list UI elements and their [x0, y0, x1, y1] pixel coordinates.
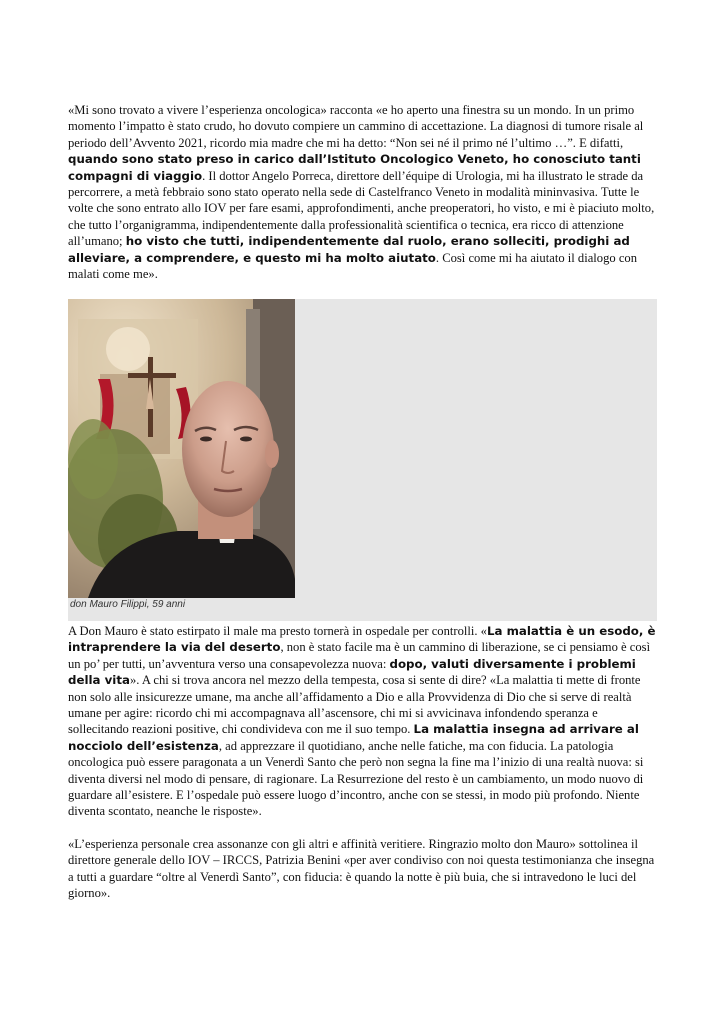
text-run: A Don Mauro è stato estirpato il male ma presto tornerà in ospedale per controlli. « — [68, 624, 487, 638]
text-run: . Il dottor Angelo Porreca, direttore dell’équipe di Urologia, mi ha illustrato le strade da percorrere, a metà febbraio sono stato operato nella sede di Castelfranco Veneto in modalità mininvasiva. Tutte le volte che sono entrato allo IOV per fare esami, approfondimenti, anche preoperatori, ho visto, e mi è piaciuto molto, che tutto l’organigramma, indipendentemente dalla professionalità scientifica o tecnica, era ricco di attenzione all’umano; — [68, 168, 655, 249]
bold-text: dopo, valuti diversamente i problemi della vita — [68, 656, 636, 688]
bold-text: ho visto che tutti, indipendentemente dal ruolo, erano solleciti, prodighi ad alleviare, a comprendere, e questo mi ha molto aiutato — [68, 234, 630, 265]
photo-figure — [68, 299, 657, 621]
paragraph-intro — [68, 102, 660, 282]
text-run: «Mi sono trovato a vivere l’esperienza oncologica» racconta «e ho aperto una finestra su un mondo. In un primo momento l’impatto è stato crudo, ho dovuto compiere un cammino di accettazione. La diagnosi di tumore risale al periodo dell’Avvento 2021, ricordo mia madre che mi ha detto: “Non sei né il primo né l’ultimo …”. E difatti, — [68, 103, 644, 150]
bold-text: La malattia insegna ad arrivare al nocciolo dell’esistenza — [68, 722, 639, 753]
portrait-photo — [68, 299, 295, 598]
bold-text: La malattia è un esodo, è intraprendere la via del deserto — [68, 624, 656, 655]
text-run: , ad apprezzare il quotidiano, anche nelle fatiche, ma con fiducia. La patologia oncologica può essere paragonata a un Venerdì Santo che però non segna la fine ma l’inizio di una realtà nuova: si diventa diversi nel modo di pensare, di ragionare. La Resurrezione del resto è un cambiamento, un modo nuovo di guardare all’esistere. E l’ospedale può essere luogo d’incontro, anche con se stessi, in modo più profondo. Niente diventa scontato, neanche le risposte». — [68, 738, 644, 819]
paragraph-closing — [68, 836, 660, 902]
photo-caption: don Mauro Filippi, 59 anni — [70, 599, 186, 610]
text-run: . Così come mi ha aiutato il dialogo con malati come me». — [68, 250, 638, 282]
paragraph-body — [68, 623, 660, 820]
portrait-illustration — [68, 299, 295, 598]
text-run: , non è stato facile ma è un cammino di liberazione, se ci pensiamo è così un po’ per tutti, un’avventura verso una consapevolezza nuova: — [68, 640, 651, 671]
bold-text: quando sono stato preso in carico dall’Istituto Oncologico Veneto, ho conosciuto tanti compagni di viaggio — [68, 152, 641, 183]
text-run: ». A chi si trova ancora nel mezzo della tempesta, cosa si sente di dire? «La malattia ti mette di fronte non solo alle insicurezze umane, ma anche all’affidamento a Dio e alla Provvidenza di Dio che si serve di realtà umane per agire: ricordo chi mi accompagnava all’ascensore, chi mi si avvicinava infondendo speranza e sollecitando reazioni positive, chi condivideva con me il suo tempo. — [68, 673, 641, 737]
text-run: «L’esperienza personale crea assonanze con gli altri e affinità veritiere. Ringrazio molto don Mauro» sottolinea il direttore generale dello IOV – IRCCS, Patrizia Benini «per aver condiviso con noi questa testimonianza che insegna a tutti a guardare “oltre al Venerdì Santo”, con fiducia: è quando la notte è più buia, che si intravedono le luci del giorno». — [68, 837, 655, 901]
